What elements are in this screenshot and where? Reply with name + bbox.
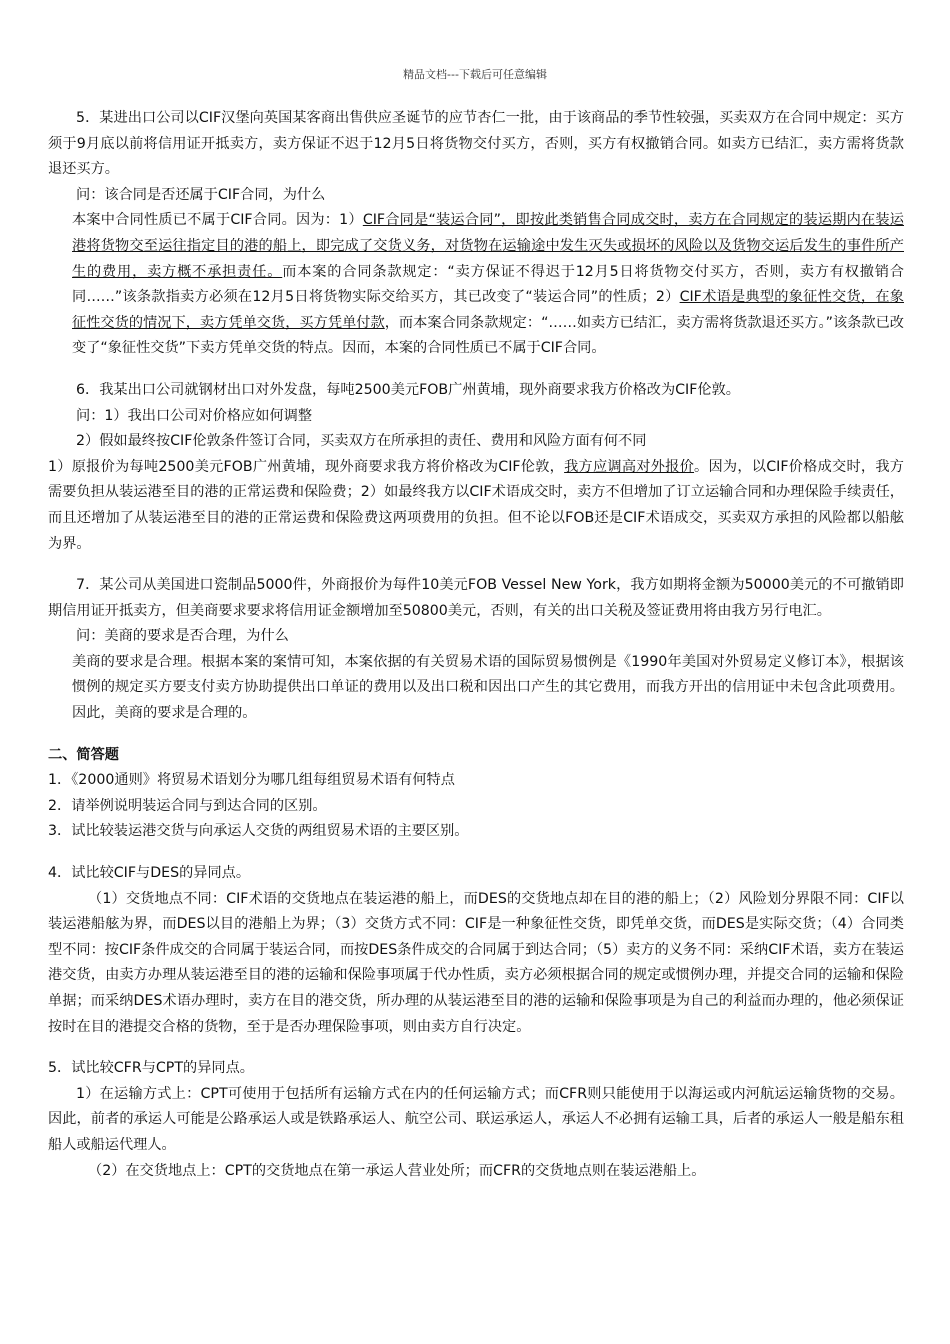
short-question-5: 5．试比较CFR与CPT的异同点。 xyxy=(48,1060,254,1077)
underlined-text: 我方应调高对外报价 xyxy=(564,458,695,475)
case6-ask-1: 问：1）我出口公司对价格应如何调整 xyxy=(76,407,313,424)
case6-answer: 1）原报价为每吨2500美元FOB广州黄埔，现外商要求我方将价格改为CIF伦敦，我方应调高对外报价。因为，以CIF价格成交时，我方需要负担从装运港至目的港的正常运费和保险费；2）如最终我方以CIF术语成交时，卖方不但增加了订立运输合同和办理保险手续责任，而且还增加了从装运港至目的港的正常运费和保险费这两项费用的负担。但不论以FOB还是CIF术语成交，买卖双方承担的风险都以船舷为界。 xyxy=(48,458,904,552)
case7-ask: 问：美商的要求是否合理，为什么 xyxy=(76,628,289,645)
section-title: 二、简答题 xyxy=(48,746,119,763)
short-question-3: 3．试比较装运港交货与向承运人交货的两组贸易术语的主要区别。 xyxy=(48,823,469,840)
case7-question: 7．某公司从美国进口瓷制品5000件，外商报价为每件10美元FOB Vessel New York，我方如期将金额为50000美元的不可撤销即期信用证开抵卖方，但美商要求要求将信用证金额增加至50800美元，否则，有关的出口关税及签证费用将由我方另行电汇。 xyxy=(48,577,904,619)
short-question-4: 4．试比较CIF与DES的异同点。 xyxy=(48,865,251,882)
case7-answer: 美商的要求是合理。根据本案的案情可知，本案依据的有关贸易术语的国际贸易惯例是《1990年美国对外贸易定义修订本》，根据该惯例的规定买方要支付卖方协助提供出口单证的费用以及出口税和因出口产生的其它费用，而我方开出的信用证中未包含此项费用。因此，美商的要求是合理的。 xyxy=(72,653,904,722)
short-answer-5-part-1: 1）在运输方式上：CPT可使用于包括所有运输方式在内的任何运输方式；而CFR则只能使用于以海运或内河航运运输货物的交易。因此，前者的承运人可能是公路承运人或是铁路承运人、航空公司、联运承运人，承运人不必拥有运输工具，后者的承运人一般是船东租船人或船运代理人。 xyxy=(48,1085,904,1153)
case6-question: 6．我某出口公司就钢材出口对外发盘，每吨2500美元FOB广州黄埔，现外商要求我方价格改为CIF伦敦。 xyxy=(76,381,740,398)
short-answer-4: （1）交货地点不同：CIF术语的交货地点在装运港的船上，而DES的交货地点却在目的港的船上；（2）风险划分界限不同：CIF以装运港船舷为界，而DES以目的港船上为界；（3）交货方式不同：CIF是一种象征性交货，即凭单交货，而DES是实际交货；（4）合同类型不同：按CIF条件成交的合同属于装运合同，而按DES条件成交的合同属于到达合同；（5）卖方的义务不同：采纳CIF术语，卖方在装运港交货，由卖方办理从装运港至目的港的运输和保险事项属于代办性质，卖方必须根据合同的规定或惯例办理，并提交合同的运输和保险单据；而采纳DES术语办理时，卖方在目的港交货，所办理的从装运港至目的港的运输和保险事项是为自己的利益而办理的，他必须保证按时在目的港提交合格的货物，至于是否办理保险事项，则由卖方自行决定。 xyxy=(48,890,904,1035)
short-answer-5-part-2: （2）在交货地点上：CPT的交货地点在第一承运人营业处所；而CFR的交货地点则在装运港船上。 xyxy=(88,1162,706,1179)
underlined-text: CIF合同是“装运合同”，即按此类销售合同成交时，卖方在合同规定的装运期内在装运港将货物交至运往指定目的港的船上，即完成了交货义务，对货物在运输途中发生灭失或损坏的风险以及货物交运后发生的事件所产生的费用，卖方概不承担责任。 xyxy=(72,212,904,280)
short-question-1: 1．《2000通则》将贸易术语划分为哪几组每组贸易术语有何特点 xyxy=(48,772,455,789)
page-header: 精品文档---下载后可任意编辑 xyxy=(403,68,547,81)
underlined-text: CIF术语是典型的象征性交货，在象征性交货的情况下，卖方凭单交货，买方凭单付款 xyxy=(72,289,904,331)
case5-answer: 本案中合同性质已不属于CIF合同。因为：1）CIF合同是“装运合同”，即按此类销售合同成交时，卖方在合同规定的装运期内在装运港将货物交至运往指定目的港的船上，即完成了交货义务，对货物在运输途中发生灭失或损坏的风险以及货物交运后发生的事件所产生的费用，卖方概不承担责任。而本案的合同条款规定：“卖方保证不得迟于12月5日将货物交付买方，否则，卖方有权撤销合同……”该条款指卖方必须在12月5日将货物实际交给买方，其已改变了“装运合同”的性质；2）CIF术语是典型的象征性交货，在象征性交货的情况下，卖方凭单交货，买方凭单付款，而本案合同条款规定：“……如卖方已结汇，卖方需将货款退还买方。”该条款已改变了“象征性交货”下卖方凭单交货的特点。因而，本案的合同性质已不属于CIF合同。 xyxy=(72,212,904,357)
short-question-2: 2．请举例说明装运合同与到达合同的区别。 xyxy=(48,797,327,814)
document-body xyxy=(48,106,904,1184)
case5-ask: 问：该合同是否还属于CIF合同，为什么 xyxy=(76,186,326,203)
case5-question: 5．某进出口公司以CIF汉堡向英国某客商出售供应圣诞节的应节杏仁一批，由于该商品的季节性较强，买卖双方在合同中规定：买方须于9月底以前将信用证开抵卖方，卖方保证不迟于12月5日将货物交付买方，否则，买方有权撤销合同。如卖方已结汇，卖方需将货款退还买方。 xyxy=(48,110,904,178)
case6-ask-2: 2）假如最终按CIF伦敦条件签订合同，买卖双方在所承担的责任、费用和风险方面有何不同 xyxy=(76,433,647,450)
